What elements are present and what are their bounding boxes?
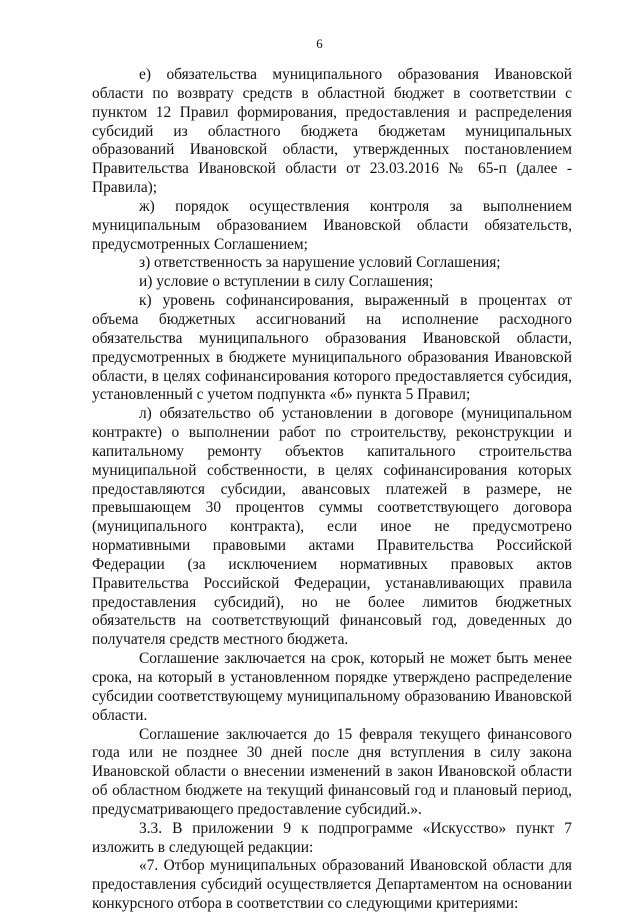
paragraph-agreement-deadline: Соглашение заключается до 15 февраля текущего финансового года или не позднее 30 дней после дня вступления в силу закона Ивановской области о внесении изменений в закон Ивановской области об областном бюджете на текущий финансовый год и плановый период, предусматривающего предоставление субсидий.». bbox=[92, 725, 572, 818]
paragraph-e-repayment-obligations: е) обязательства муниципального образования Ивановской области по возврату средств в областной бюджет в соответствии с пунктом 12 Правил формирования, предоставления и распределения субсидий из областного бюджета бюджетам муниципальных образований Ивановской области, утвержденных постановлением Правительства Ивановской области от 23.03.2016 № 65-п (далее - Правила); bbox=[92, 66, 572, 197]
paragraph-amendment-3-3: 3.3. В приложении 9 к подпрограмме «Искусство» пункт 7 изложить в следующей редакции: bbox=[92, 819, 572, 856]
paragraph-k-cofinancing-level: к) уровень софинансирования, выраженный в процентах от объема бюджетных ассигнований на исполнение расходного обязательства муниципального образования Ивановской области, предусмотренных в бюджете муниципального образования Ивановской области, в целях софинансирования которого предоставляется субсидия, установленный с учетом подпункта «б» пункта 5 Правил; bbox=[92, 292, 572, 404]
paragraph-z-liability: з) ответственность за нарушение условий Соглашения; bbox=[139, 254, 501, 272]
page-number: 6 bbox=[316, 36, 323, 51]
paragraph-item-7-selection: «7. Отбор муниципальных образований Ивановской области для предоставления субсидий осуществляется Департаментом на основании конкурсного отбора в соответствии со следующими критериями: bbox=[92, 857, 572, 913]
document-body bbox=[92, 66, 572, 914]
paragraph-l-advance-payments: л) обязательство об установлении в договоре (муниципальном контракте) о выполнении работ по строительству, реконструкции и капитальному ремонту объектов капитального строительства муниципальной собственности, в целях софинансирования которых предоставляются субсидии, авансовых платежей в размере, не превышающем 30 процентов суммы соответствующего договора (муниципального контракта), если иное не предусмотрено нормативными правовыми актами Правительства Российской Федерации (за исключением нормативных правовых актов Правительства Российской Федерации, устанавливающих правила предоставления субсидий), но не более лимитов бюджетных обязательств на соответствующий финансовый год, доведенных до получателя средств местного бюджета. bbox=[92, 405, 572, 649]
paragraph-i-entry-into-force: и) условие о вступлении в силу Соглашения; bbox=[139, 273, 434, 291]
paragraph-zh-control-procedure: ж) порядок осуществления контроля за выполнением муниципальным образованием Ивановской области обязательств, предусмотренных Соглашением; bbox=[92, 197, 572, 253]
paragraph-agreement-term: Соглашение заключается на срок, который не может быть менее срока, на который в установленном порядке утверждено распределение субсидии соответствующему муниципальному образованию Ивановской области. bbox=[92, 650, 572, 724]
